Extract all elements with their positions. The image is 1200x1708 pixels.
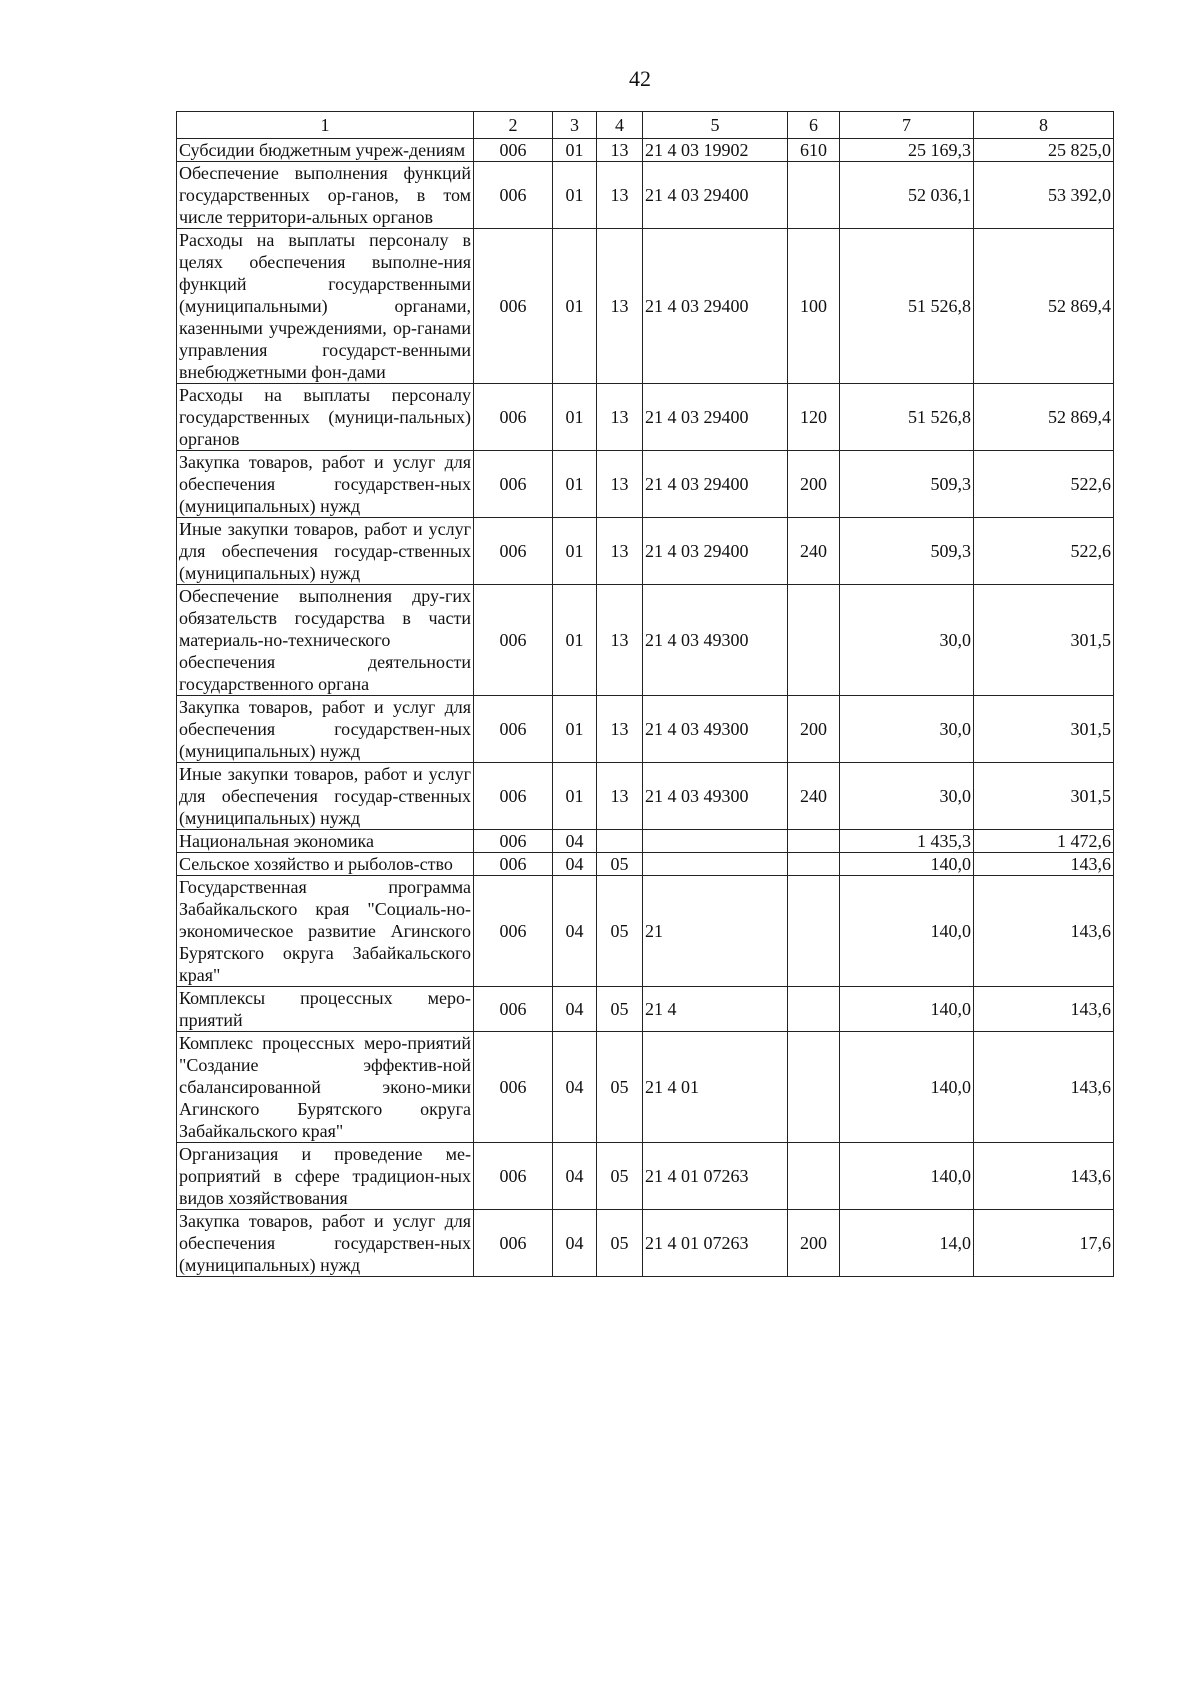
table-row: [177, 763, 1114, 830]
target-article-code: 21 4 03 29400: [643, 384, 788, 451]
ministry-code: 006: [474, 987, 553, 1032]
table-row: [177, 696, 1114, 763]
section-code: 04: [553, 1210, 597, 1277]
table-row: [177, 830, 1114, 853]
amount-col7: 140,0: [840, 1143, 974, 1210]
target-article-code: 21 4 01 07263: [643, 1143, 788, 1210]
expense-type-code: [788, 830, 840, 853]
amount-col7: 51 526,8: [840, 229, 974, 384]
expense-type-code: [788, 853, 840, 876]
amount-col7: 52 036,1: [840, 162, 974, 229]
target-article-code: 21 4 03 29400: [643, 451, 788, 518]
section-code: 04: [553, 1032, 597, 1143]
amount-col7: 51 526,8: [840, 384, 974, 451]
header-cell: 6: [788, 112, 840, 139]
subsection-code: 13: [597, 451, 643, 518]
header-cell: 2: [474, 112, 553, 139]
expense-type-code: 200: [788, 1210, 840, 1277]
subsection-code: 13: [597, 229, 643, 384]
section-code: 04: [553, 987, 597, 1032]
amount-col7: 140,0: [840, 876, 974, 987]
section-code: 01: [553, 451, 597, 518]
table-row: [177, 876, 1114, 987]
expense-type-code: 610: [788, 139, 840, 162]
amount-col7: 140,0: [840, 853, 974, 876]
table-row: [177, 384, 1114, 451]
header-cell: 3: [553, 112, 597, 139]
expense-type-code: [788, 876, 840, 987]
ministry-code: 006: [474, 139, 553, 162]
subsection-code: 05: [597, 1032, 643, 1143]
section-code: 04: [553, 876, 597, 987]
amount-col8: 143,6: [974, 876, 1114, 987]
row-description: Закупка товаров, работ и услуг для обеспечения государствен-ных (муниципальных) нужд: [177, 1210, 474, 1277]
table-row: [177, 853, 1114, 876]
amount-col8: 143,6: [974, 853, 1114, 876]
subsection-code: 05: [597, 1210, 643, 1277]
table-row: [177, 1143, 1114, 1210]
row-description: Государственная программа Забайкальского края "Социаль-но-экономическое развитие Агинского Бурятского округа Забайкальского края": [177, 876, 474, 987]
subsection-code: 05: [597, 1143, 643, 1210]
section-code: 01: [553, 139, 597, 162]
section-code: 04: [553, 830, 597, 853]
ministry-code: 006: [474, 162, 553, 229]
expense-type-code: 200: [788, 696, 840, 763]
amount-col8: 143,6: [974, 1143, 1114, 1210]
ministry-code: 006: [474, 1032, 553, 1143]
row-description: Обеспечение выполнения функций государственных ор-ганов, в том числе территори-альных органов: [177, 162, 474, 229]
row-description: Расходы на выплаты персоналу в целях обеспечения выполне-ния функций государственными (муниципальными) органами, казенными учреждениями, ор-ганами управления государст-венными внебюджетными фон-дами: [177, 229, 474, 384]
section-code: 04: [553, 1143, 597, 1210]
amount-col7: 509,3: [840, 451, 974, 518]
row-description: Субсидии бюджетным учреж-дениям: [177, 139, 474, 162]
header-cell: 1: [177, 112, 474, 139]
amount-col8: 143,6: [974, 987, 1114, 1032]
subsection-code: 13: [597, 696, 643, 763]
target-article-code: [643, 853, 788, 876]
ministry-code: 006: [474, 384, 553, 451]
subsection-code: 13: [597, 384, 643, 451]
amount-col8: 522,6: [974, 451, 1114, 518]
header-cell: 8: [974, 112, 1114, 139]
amount-col7: 1 435,3: [840, 830, 974, 853]
ministry-code: 006: [474, 229, 553, 384]
amount-col7: 30,0: [840, 763, 974, 830]
table-row: [177, 451, 1114, 518]
table-row: [177, 1210, 1114, 1277]
subsection-code: 13: [597, 763, 643, 830]
section-code: 01: [553, 696, 597, 763]
amount-col8: 52 869,4: [974, 384, 1114, 451]
header-cell: 4: [597, 112, 643, 139]
target-article-code: 21 4 03 19902: [643, 139, 788, 162]
expense-type-code: 240: [788, 763, 840, 830]
ministry-code: 006: [474, 518, 553, 585]
row-description: Сельское хозяйство и рыболов-ство: [177, 853, 474, 876]
budget-table: [176, 111, 1114, 1277]
ministry-code: 006: [474, 1210, 553, 1277]
amount-col8: 301,5: [974, 763, 1114, 830]
subsection-code: 05: [597, 853, 643, 876]
section-code: 04: [553, 853, 597, 876]
header-row: [177, 112, 1114, 139]
target-article-code: 21 4 03 49300: [643, 585, 788, 696]
table-row: [177, 139, 1114, 162]
ministry-code: 006: [474, 876, 553, 987]
row-description: Организация и проведение ме-роприятий в сфере традицион-ных видов хозяйствования: [177, 1143, 474, 1210]
table-row: [177, 162, 1114, 229]
section-code: 01: [553, 763, 597, 830]
table-row: [177, 518, 1114, 585]
row-description: Комплексы процессных меро-приятий: [177, 987, 474, 1032]
expense-type-code: [788, 162, 840, 229]
amount-col8: 25 825,0: [974, 139, 1114, 162]
subsection-code: 13: [597, 518, 643, 585]
section-code: 01: [553, 162, 597, 229]
amount-col8: 52 869,4: [974, 229, 1114, 384]
section-code: 01: [553, 229, 597, 384]
amount-col8: 301,5: [974, 696, 1114, 763]
subsection-code: 05: [597, 987, 643, 1032]
ministry-code: 006: [474, 451, 553, 518]
subsection-code: 13: [597, 585, 643, 696]
expense-type-code: 240: [788, 518, 840, 585]
amount-col8: 301,5: [974, 585, 1114, 696]
section-code: 01: [553, 384, 597, 451]
section-code: 01: [553, 585, 597, 696]
row-description: Расходы на выплаты персоналу государственных (муници-пальных) органов: [177, 384, 474, 451]
expense-type-code: [788, 585, 840, 696]
header-cell: 7: [840, 112, 974, 139]
row-description: Закупка товаров, работ и услуг для обеспечения государствен-ных (муниципальных) нужд: [177, 696, 474, 763]
amount-col7: 509,3: [840, 518, 974, 585]
ministry-code: 006: [474, 830, 553, 853]
amount-col7: 140,0: [840, 1032, 974, 1143]
subsection-code: 13: [597, 139, 643, 162]
subsection-code: 13: [597, 162, 643, 229]
amount-col8: 53 392,0: [974, 162, 1114, 229]
amount-col7: 30,0: [840, 585, 974, 696]
expense-type-code: [788, 987, 840, 1032]
page-number: 42: [629, 66, 651, 91]
amount-col7: 140,0: [840, 987, 974, 1032]
row-description: Обеспечение выполнения дру-гих обязательств государства в части материаль-но-технического обеспечения деятельности государственного органа: [177, 585, 474, 696]
amount-col8: 522,6: [974, 518, 1114, 585]
amount-col7: 25 169,3: [840, 139, 974, 162]
row-description: Комплекс процессных меро-приятий "Создание эффектив-ной сбалансированной эконо-мики Агинского Бурятского округа Забайкальского края": [177, 1032, 474, 1143]
target-article-code: 21 4 03 29400: [643, 518, 788, 585]
expense-type-code: 200: [788, 451, 840, 518]
amount-col8: 17,6: [974, 1210, 1114, 1277]
target-article-code: [643, 830, 788, 853]
target-article-code: 21 4 03 49300: [643, 763, 788, 830]
target-article-code: 21 4 01 07263: [643, 1210, 788, 1277]
header-cell: 5: [643, 112, 788, 139]
row-description: Иные закупки товаров, работ и услуг для обеспечения государ-ственных (муниципальных) нужд: [177, 518, 474, 585]
amount-col7: 14,0: [840, 1210, 974, 1277]
ministry-code: 006: [474, 585, 553, 696]
ministry-code: 006: [474, 696, 553, 763]
row-description: Закупка товаров, работ и услуг для обеспечения государствен-ных (муниципальных) нужд: [177, 451, 474, 518]
ministry-code: 006: [474, 1143, 553, 1210]
table-row: [177, 585, 1114, 696]
subsection-code: [597, 830, 643, 853]
expense-type-code: 100: [788, 229, 840, 384]
row-description: Иные закупки товаров, работ и услуг для обеспечения государ-ственных (муниципальных) нужд: [177, 763, 474, 830]
target-article-code: 21 4: [643, 987, 788, 1032]
target-article-code: 21 4 01: [643, 1032, 788, 1143]
expense-type-code: [788, 1143, 840, 1210]
ministry-code: 006: [474, 853, 553, 876]
target-article-code: 21 4 03 49300: [643, 696, 788, 763]
expense-type-code: 120: [788, 384, 840, 451]
expense-type-code: [788, 1032, 840, 1143]
target-article-code: 21 4 03 29400: [643, 162, 788, 229]
target-article-code: 21: [643, 876, 788, 987]
section-code: 01: [553, 518, 597, 585]
amount-col7: 30,0: [840, 696, 974, 763]
target-article-code: 21 4 03 29400: [643, 229, 788, 384]
row-description: Национальная экономика: [177, 830, 474, 853]
ministry-code: 006: [474, 763, 553, 830]
amount-col8: 143,6: [974, 1032, 1114, 1143]
amount-col8: 1 472,6: [974, 830, 1114, 853]
subsection-code: 05: [597, 876, 643, 987]
table-row: [177, 987, 1114, 1032]
table-row: [177, 229, 1114, 384]
table-row: [177, 1032, 1114, 1143]
